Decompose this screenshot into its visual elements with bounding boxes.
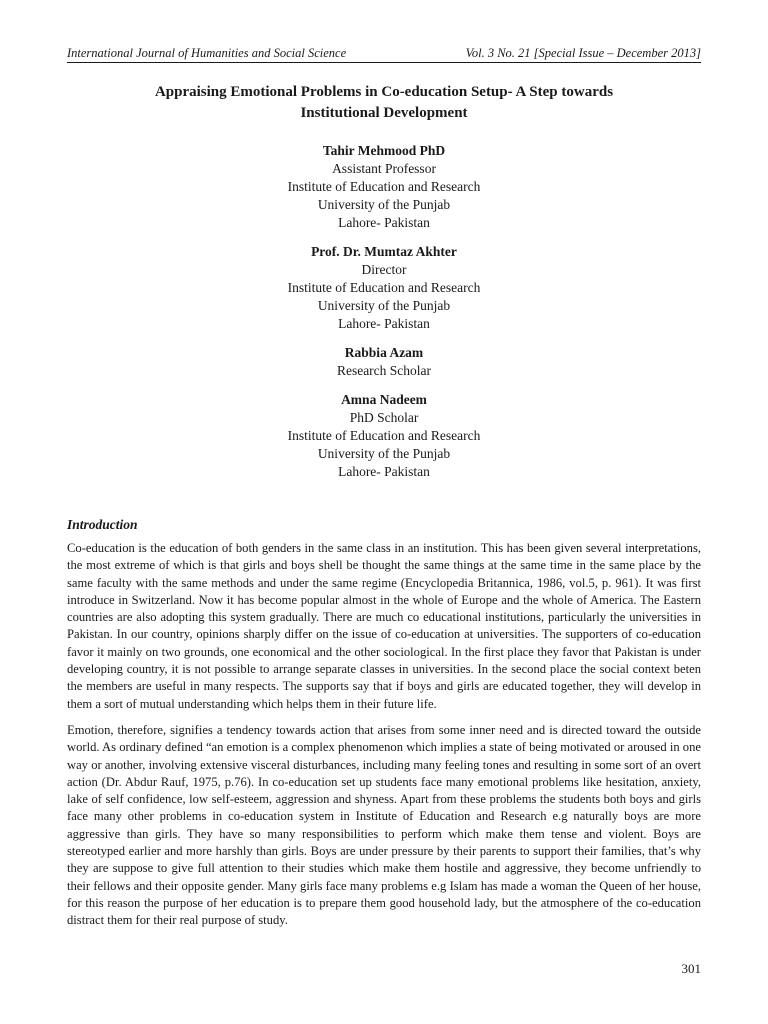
author-affiliation: Institute of Education and Research: [287, 280, 481, 295]
author-block: [67, 243, 701, 333]
paper-title-line-2: Institutional Development: [300, 105, 468, 121]
author-block: [67, 391, 701, 481]
author-affiliation: PhD Scholar: [349, 410, 419, 425]
author-block: [67, 142, 701, 232]
author-affiliation: Lahore- Pakistan: [338, 464, 430, 479]
author-affiliation: Lahore- Pakistan: [338, 215, 430, 230]
author-affiliation: University of the Punjab: [317, 446, 451, 461]
author-affiliation: University of the Punjab: [317, 298, 451, 313]
author-name: Rabbia Azam: [344, 345, 424, 360]
author-affiliation: Research Scholar: [336, 363, 432, 378]
author-affiliation: Lahore- Pakistan: [338, 316, 430, 331]
volume-info: Vol. 3 No. 21 [Special Issue – December 2013]: [465, 46, 701, 60]
body-paragraph: Emotion, therefore, signifies a tendency towards action that arises from some inner need and is directed toward the outside world. As ordinary defined “an emotion is a complex phenomenon which implies a state of being motivated or aroused in one way or another, involving extensive visceral disturbances, including many feeling tones and resulting in some sort of an overt action (Dr. Abdur Rauf, 1975, p.76). In co-education set up students face many emotional problems like hesitation, anxiety, lake of self confidence, low self-esteem, aggression and shyness. Apart from these problems the students both boys and girls face many other problems in co-education system in Institute of Education and Research e.g naturally boys are more aggressive than girls. They have so many responsibilities to perform which make them tense and violent. Boys are stereotyped earlier and more harshly than girls. Boys are under pressure by their parents to support their families, that’s why they are suppose to give full attention to their studies which make them hostile and aggressive, they become unfriendly to their fellows and their opposite gender. Many girls face many problems e.g Islam has made a woman the Queen of her house, for this reason the purpose of her education is to prepare them good household lady, but the atmosphere of the co-education distract them for their real purpose of study.: [67, 722, 701, 928]
paper-title-line-1: Appraising Emotional Problems in Co-education Setup- A Step towards: [154, 84, 614, 100]
journal-name: International Journal of Humanities and Social Science: [67, 46, 347, 60]
author-affiliation: University of the Punjab: [317, 197, 451, 212]
author-name: Prof. Dr. Mumtaz Akhter: [311, 244, 457, 259]
author-affiliation: Assistant Professor: [332, 161, 436, 176]
author-block: [67, 344, 701, 380]
author-name: Tahir Mehmood PhD: [322, 143, 446, 158]
author-affiliation: Director: [361, 262, 407, 277]
running-header: [67, 46, 701, 63]
author-list: [67, 142, 701, 492]
introduction-body: [67, 540, 701, 939]
paper-title: [67, 82, 701, 124]
author-affiliation: Institute of Education and Research: [287, 428, 481, 443]
body-paragraph: Co-education is the education of both genders in the same class in an institution. This has been given several interpretations, the most extreme of which is that girls and boys shell be thought the same things at the same time in the same place by the same faculty with the same methods and under the same regime (Encyclopedia Britannica, 1986, vol.5, p. 961). It was first introduce in Switzerland. Now it has become popular almost in the whole of Europe and the whole of America. The Eastern countries are also adopting this system gradually. There are much co educational institutions, particularly the universities in Pakistan. In our country, opinions sharply differ on the issue of co-education at universities. The supporters of co-education favor it mainly on two grounds, one economical and the other sociological. In the first place they favor that Pakistan is under developing country, it is not possible to arrange separate classes in universities. In the second place the social context beten the members are useful in many respects. The supports say that if boys and girls are educated together, they will develop in them a sort of mutual understanding which helps them in their future life.: [67, 541, 701, 711]
page-number: 301: [681, 961, 701, 976]
section-heading-introduction: Introduction: [67, 517, 138, 532]
author-name: Amna Nadeem: [341, 392, 427, 407]
author-affiliation: Institute of Education and Research: [287, 179, 481, 194]
